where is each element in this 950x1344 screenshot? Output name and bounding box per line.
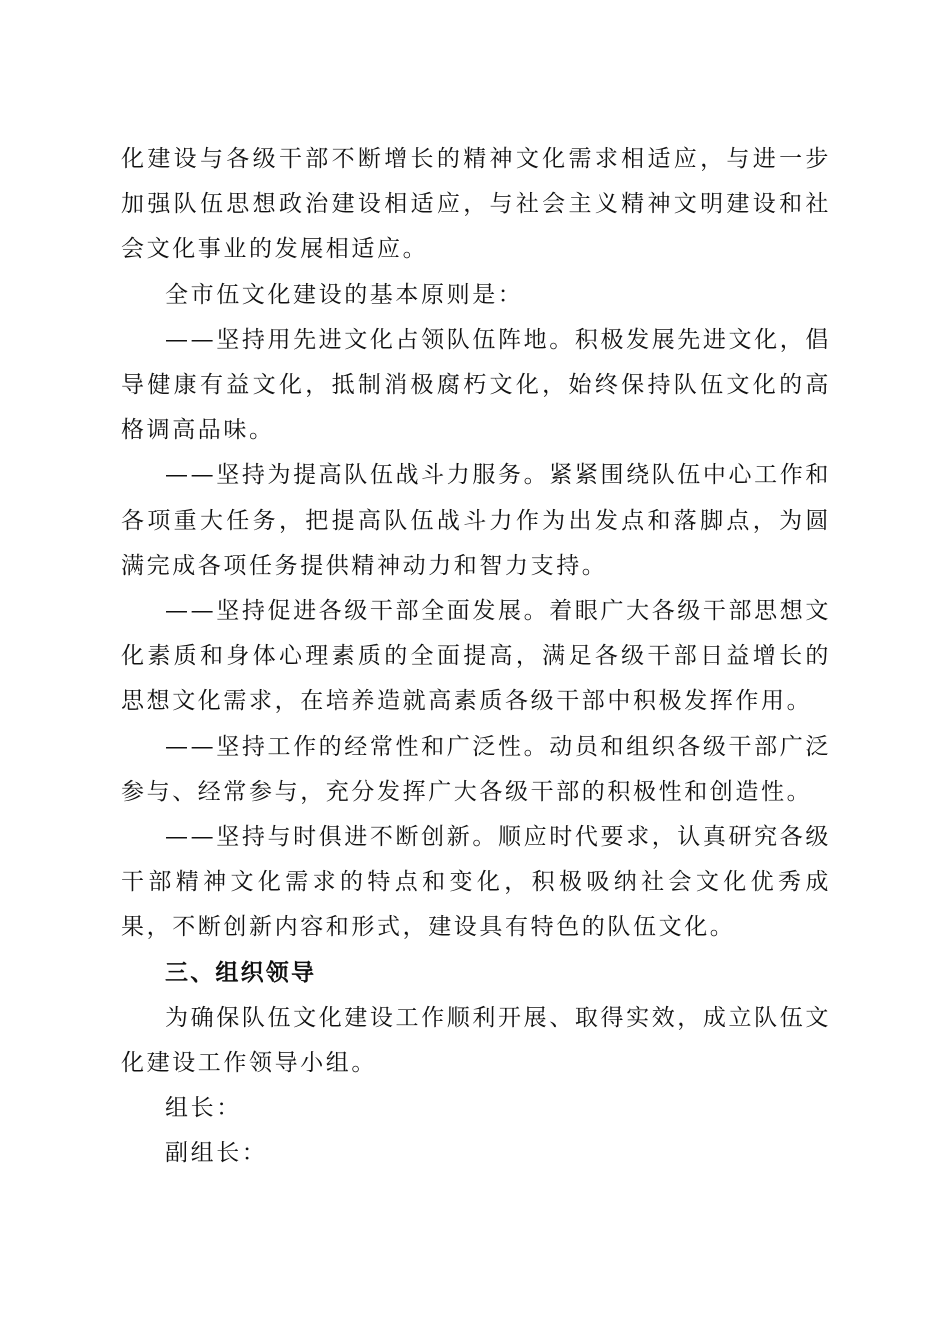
- paragraph-leadership-group: 为确保队伍文化建设工作顺利开展、取得实效，成立队伍文化建设工作领导小组。: [121, 1004, 831, 1077]
- paragraph-principle-4: ——坚持工作的经常性和广泛性。动员和组织各级干部广泛参与、经常参与，充分发挥广大各级干部的积极性和创造性。: [121, 733, 831, 805]
- paragraph-principle-1: ——坚持用先进文化占领队伍阵地。积极发展先进文化，倡导健康有益文化，抵制消极腐朽文化，始终保持队伍文化的高格调高品味。: [121, 326, 831, 444]
- group-leader-label: 组长：: [165, 1095, 242, 1122]
- paragraph-principle-5: ——坚持与时俱进不断创新。顺应时代要求，认真研究各级干部精神文化需求的特点和变化，积极吸纳社会文化优秀成果，不断创新内容和形式，建设具有特色的队伍文化。: [121, 824, 831, 941]
- deputy-group-leader-label: 副组长：: [165, 1140, 268, 1167]
- paragraph-continuation: 化建设与各级干部不断增长的精神文化需求相适应，与进一步加强队伍思想政治建设相适应，与社会主义精神文明建设和社会文化事业的发展相适应。: [121, 146, 831, 263]
- paragraph-principle-2: ——坚持为提高队伍战斗力服务。紧紧围绕队伍中心工作和各项重大任务，把提高队伍战斗力作为出发点和落脚点，为圆满完成各项任务提供精神动力和智力支持。: [121, 462, 831, 579]
- paragraph-principle-3: ——坚持促进各级干部全面发展。着眼广大各级干部思想文化素质和身体心理素质的全面提高，满足各级干部日益增长的思想文化需求，在培养造就高素质各级干部中积极发挥作用。: [121, 598, 831, 715]
- paragraph-principles-intro: 全市伍文化建设的基本原则是：: [165, 281, 524, 308]
- document-body: [121, 137, 831, 1177]
- section-heading-organization: 三、组织领导: [165, 959, 317, 986]
